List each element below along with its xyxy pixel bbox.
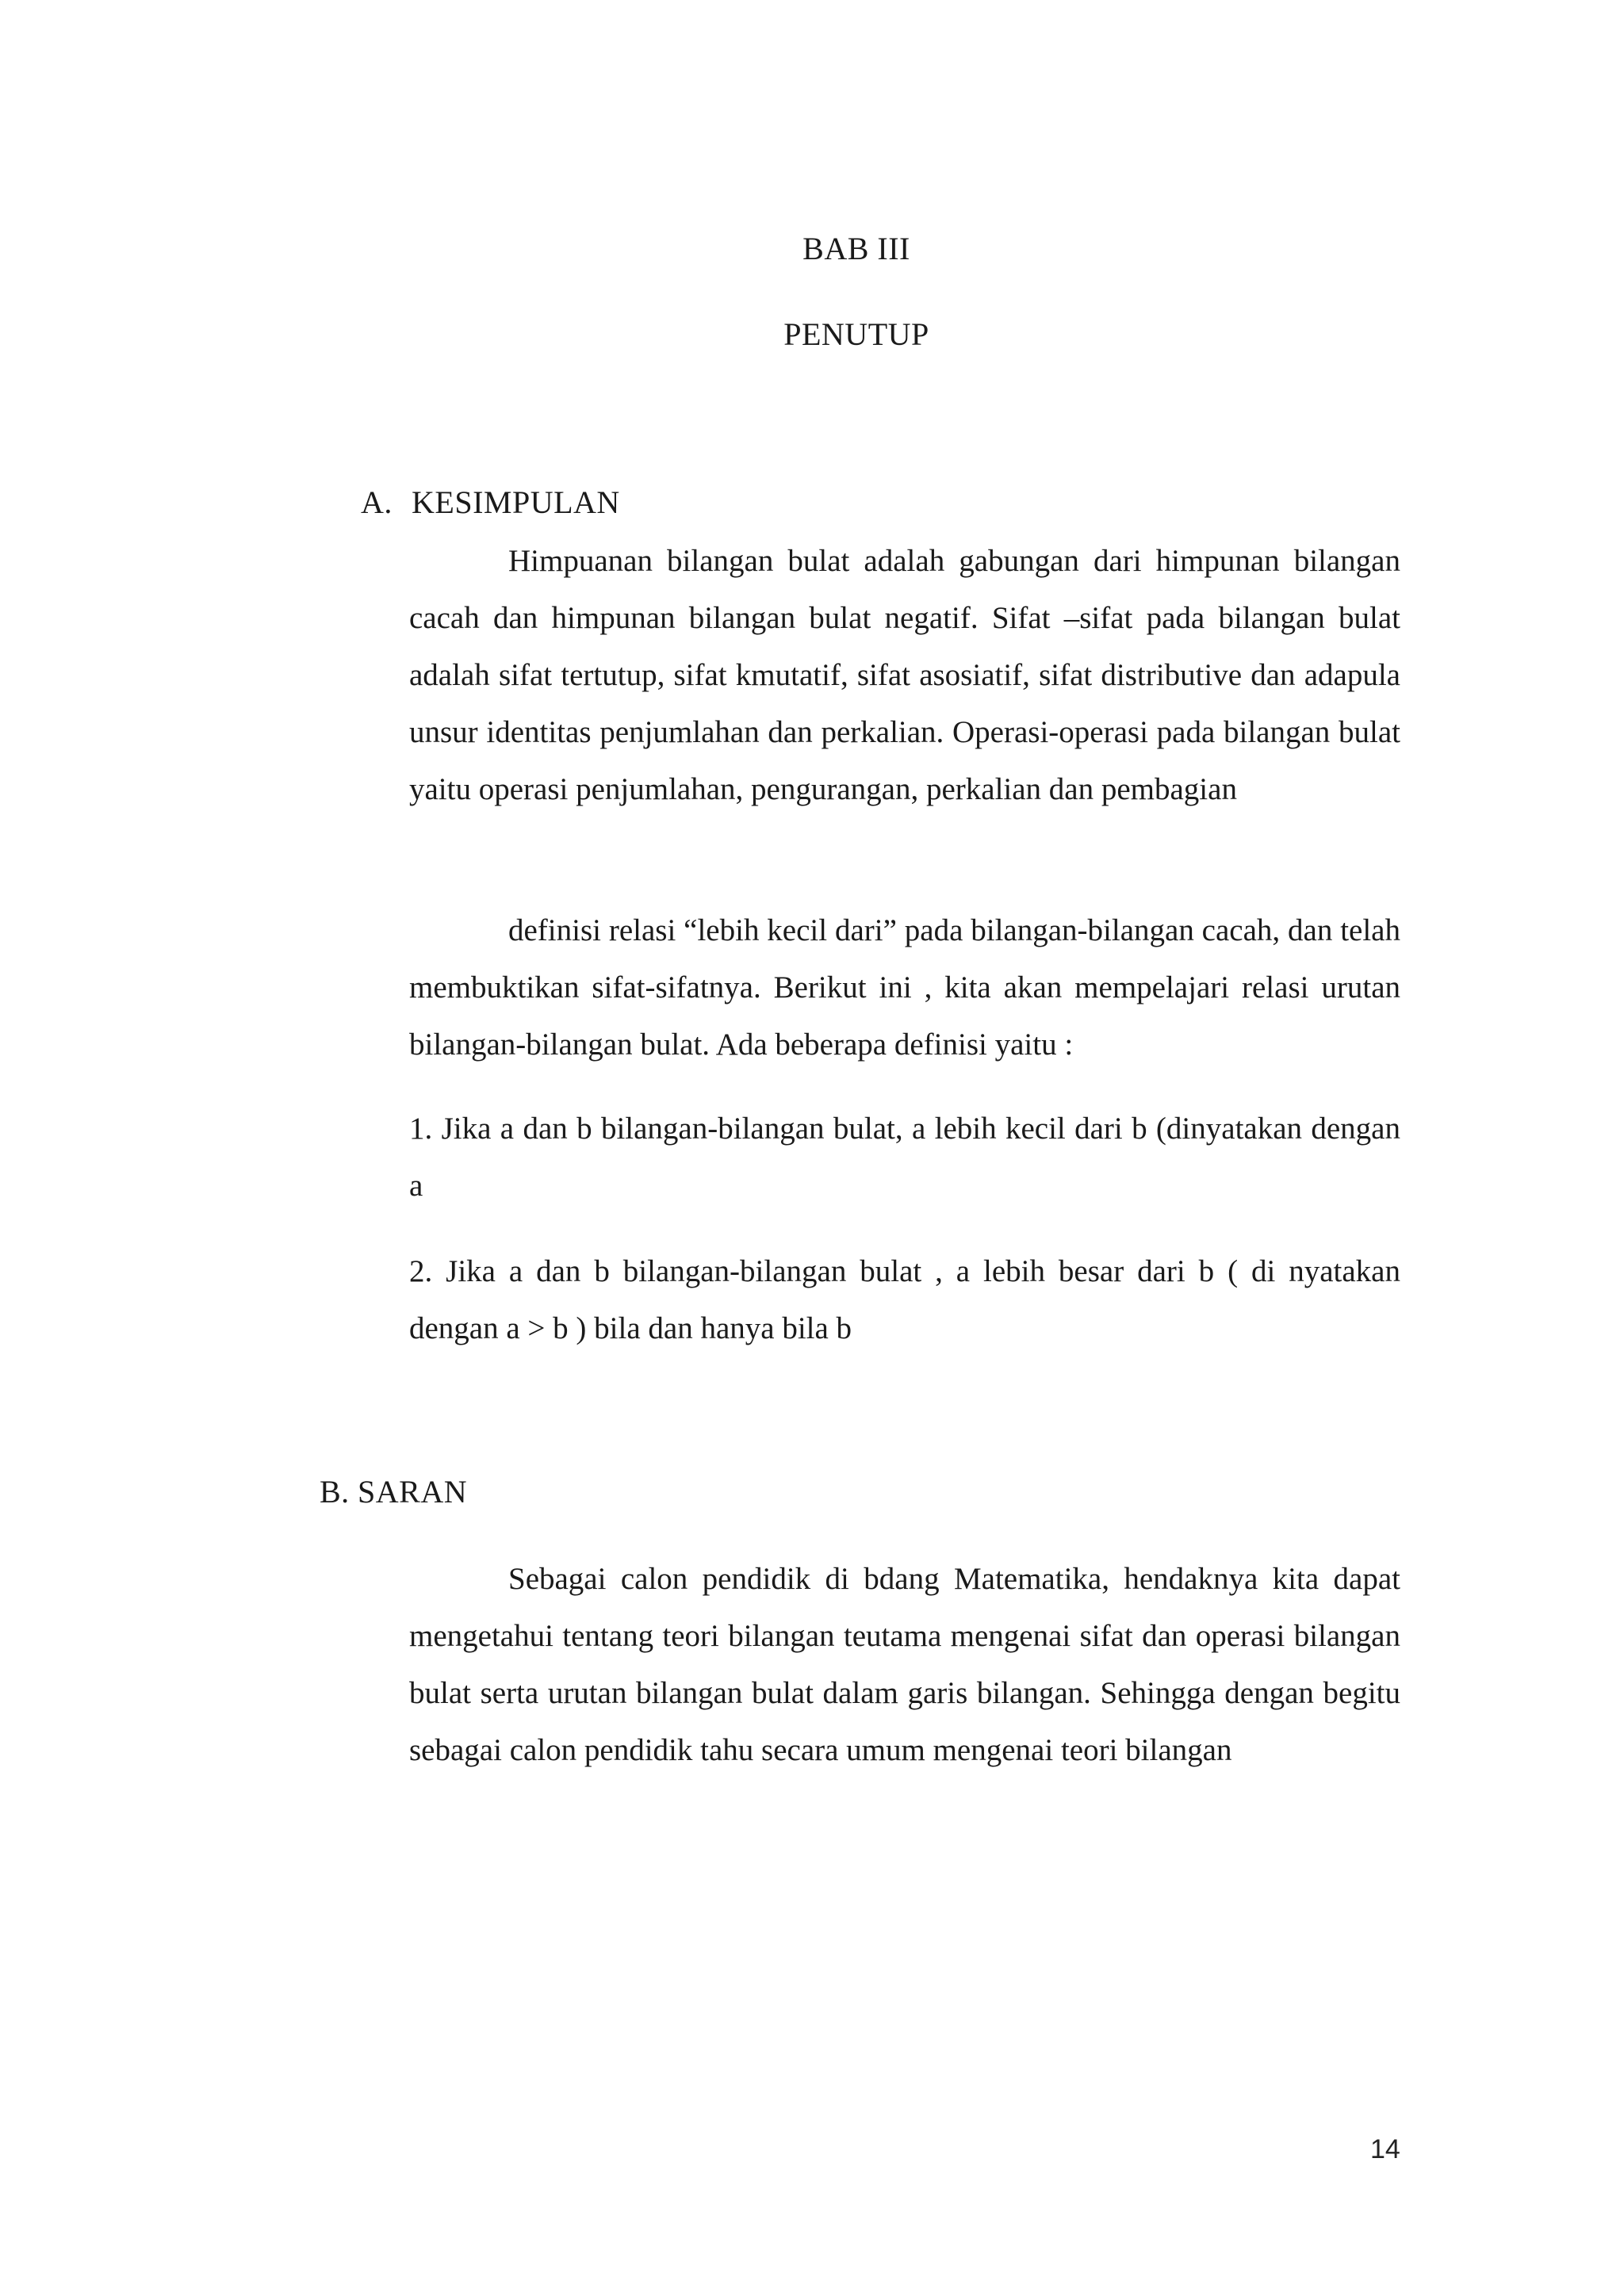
chapter-number: BAB III <box>802 231 910 266</box>
section-b-title: SARAN <box>358 1474 468 1510</box>
chapter-title: PENUTUP <box>783 316 929 352</box>
section-a-heading <box>361 484 620 521</box>
definition-item-1: 1. Jika a dan b bilangan-bilangan bulat, a lebih kecil dari b (dinyatakan dengan a <box>409 1112 1400 1203</box>
page-number: 14 <box>1370 2134 1400 2164</box>
section-a-letter: A. <box>361 484 393 520</box>
conclusion-paragraph-2: definisi relasi “lebih kecil dari” pada bilangan-bilangan cacah, dan telah membuktikan sifat-sifatnya. Berikut ini , kita akan mempelajari relasi urutan bilangan-bilangan bulat. Ada beberapa definisi yaitu : <box>409 913 1400 1062</box>
section-b-heading <box>320 1473 467 1510</box>
suggestion-paragraph: Sebagai calon pendidik di bdang Matematika, hendaknya kita dapat mengetahui tentang teori bilangan teutama mengenai sifat dan operasi bilangan bulat serta urutan bilangan bulat dalam garis bilangan. Sehingga dengan begitu sebagai calon pendidik tahu secara umum mengenai teori bilangan <box>409 1562 1400 1767</box>
section-b-letter: B. <box>320 1474 350 1510</box>
definition-item-2: 2. Jika a dan b bilangan-bilangan bulat , a lebih besar dari b ( di nyatakan dengan a > b ) bila dan hanya bila b <box>409 1254 1400 1345</box>
conclusion-paragraph-1: Himpuanan bilangan bulat adalah gabungan dari himpunan bilangan cacah dan himpunan bilangan bulat negatif. Sifat –sifat pada bilangan bulat adalah sifat tertutup, sifat kmutatif, sifat asosiatif, sifat distributive dan adapula unsur identitas penjumlahan dan perkalian. Operasi-operasi pada bilangan bulat yaitu operasi penjumlahan, pengurangan, perkalian dan pembagian <box>409 544 1400 806</box>
section-a-title: KESIMPULAN <box>412 484 620 520</box>
